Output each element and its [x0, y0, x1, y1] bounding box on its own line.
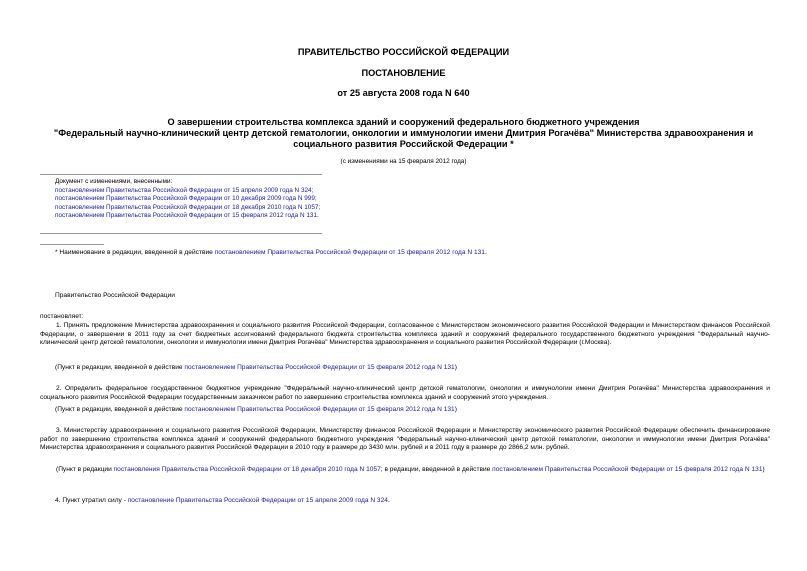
paragraph-2: 2. Определить федеральное государственное бюджетное учреждение "Федеральный научно-клинический центр детской гематологии, онкологии и иммунологии имени Дмитрия Рогачёва" Министерства здравоохранения и социального развития Российской Федерации государственным заказчиком работ по завершению строительства комплекса зданий и сооружений этого учреждения. [40, 385, 770, 401]
title-line-2: "Федеральный научно-клинический центр детской гематологии, онкологии и иммунологии имени Дмитрия Рогачёва" Министерства здравоохранения и [53, 128, 754, 138]
changes-intro: Документ с изменениями, внесенными: [55, 178, 173, 185]
change-link-3[interactable]: постановлением Правительства Российской Федерации от 18 декабря 2010 года N 1057; [55, 203, 321, 211]
change-link-4[interactable]: постановлением Правительства Российской Федерации от 15 февраля 2012 года N 131. [55, 212, 319, 219]
paragraph-3-note-link-2[interactable]: постановлением Правительства Российской Федерации от 15 февраля 2012 года N 131 [492, 466, 763, 473]
paragraph-1: 1. Принять предложение Министерства здравоохранения и социального развития Российской Федерации, согласованное с Министерством экономического развития Российской Федерации и Министерством финансов Российской Федерации, о завершении в 2011 году за счет бюджетных ассигнований федерального бюджета строительства комплекса зданий и сооружений федерального государственного бюджетного учреждения "Федеральный научно-клинический центр детской гематологии, онкологии и иммунологии имени Дмитрия Рогачёва" Министерства здравоохранения и социального развития Российской Федерации (г.Москва). [40, 322, 770, 346]
changes-block [55, 178, 320, 221]
paragraph-4-link[interactable]: постановление Правительства Российской Федерации от 15 апреля 2009 года N 324 [127, 497, 388, 504]
paragraph-1-note-link[interactable]: постановлением Правительства Российской Федерации от 15 февраля 2012 года N 131 [184, 364, 455, 371]
changes-top-rule [40, 174, 322, 175]
footnote-rule [40, 244, 104, 245]
document-type: ПОСТАНОВЛЕНИЕ [361, 68, 446, 78]
decree-word: постановляет: [40, 313, 84, 320]
document-title [0, 117, 807, 150]
title-line-1: О завершении строительства комплекса зданий и сооружений федерального бюджетного учреждения [167, 117, 640, 127]
government-heading: ПРАВИТЕЛЬСТВО РОССИЙСКОЙ ФЕДЕРАЦИИ [297, 47, 510, 57]
paragraph-3: 3. Министерству здравоохранения и социального развития Российской Федерации, Министерству финансов Российской Федерации и Министерству экономического развития Российской Федерации обеспечить финансирование работ по завершению строительства комплекса зданий и сооружений федерального бюджетного учреждения "Федеральный научно-клинический центр детской гематологии, онкологии и иммунологии имени Дмитрия Рогачёва" Министерства здравоохранения и социального развития Российской Федерации в 2010 году в размере до 3430 млн. рублей и в 2011 году в размере до 2866,2 млн. рублей. [40, 427, 770, 451]
paragraph-2-note-link[interactable]: постановлением Правительства Российской Федерации от 15 февраля 2012 года N 131 [184, 406, 455, 413]
paragraph-1-note: (Пункт в редакции, введенной в действие постановлением Правительства Российской Федерации от 15 февраля 2012 года N 131) [55, 364, 457, 371]
footnote: * Наименование в редакции, введенной в действие постановлением Правительства Российской Федерации от 15 февраля 2012 года N 131. [55, 249, 487, 256]
title-line-3: социального развития Российской Федерации * [293, 139, 514, 149]
paragraph-3-note: (Пункт в редакции постановления Правительства Российской Федерации от 18 декабря 2010 года N 1057; в редакции, введенной в действие постановлением Правительства Российской Федерации от 15 февраля 2012 года N 131) [56, 466, 765, 473]
change-link-1[interactable]: постановлением Правительства Российской Федерации от 15 апреля 2009 года N 324; [55, 186, 314, 194]
change-link-2[interactable]: постановлением Правительства Российской Федерации от 10 декабря 2009 года N 999; [55, 195, 317, 202]
edition-note: (с изменениями на 15 февраля 2012 года) [340, 158, 467, 165]
paragraph-4: 4. Пункт утратил силу - постановление Правительства Российской Федерации от 15 апреля 2009 года N 324. [55, 497, 390, 504]
issuer: Правительство Российской Федерации [55, 292, 175, 299]
footnote-link[interactable]: постановлением Правительства Российской Федерации от 15 февраля 2012 года N 131 [214, 249, 485, 256]
document-date-number: от 25 августа 2008 года N 640 [337, 88, 470, 98]
paragraph-2-note: (Пункт в редакции, введенной в действие постановлением Правительства Российской Федерации от 15 февраля 2012 года N 131) [55, 406, 457, 413]
paragraph-3-note-link-1[interactable]: постановления Правительства Российской Федерации от 18 декабря 2010 года N 1057 [113, 466, 381, 473]
changes-bottom-rule [40, 233, 322, 234]
